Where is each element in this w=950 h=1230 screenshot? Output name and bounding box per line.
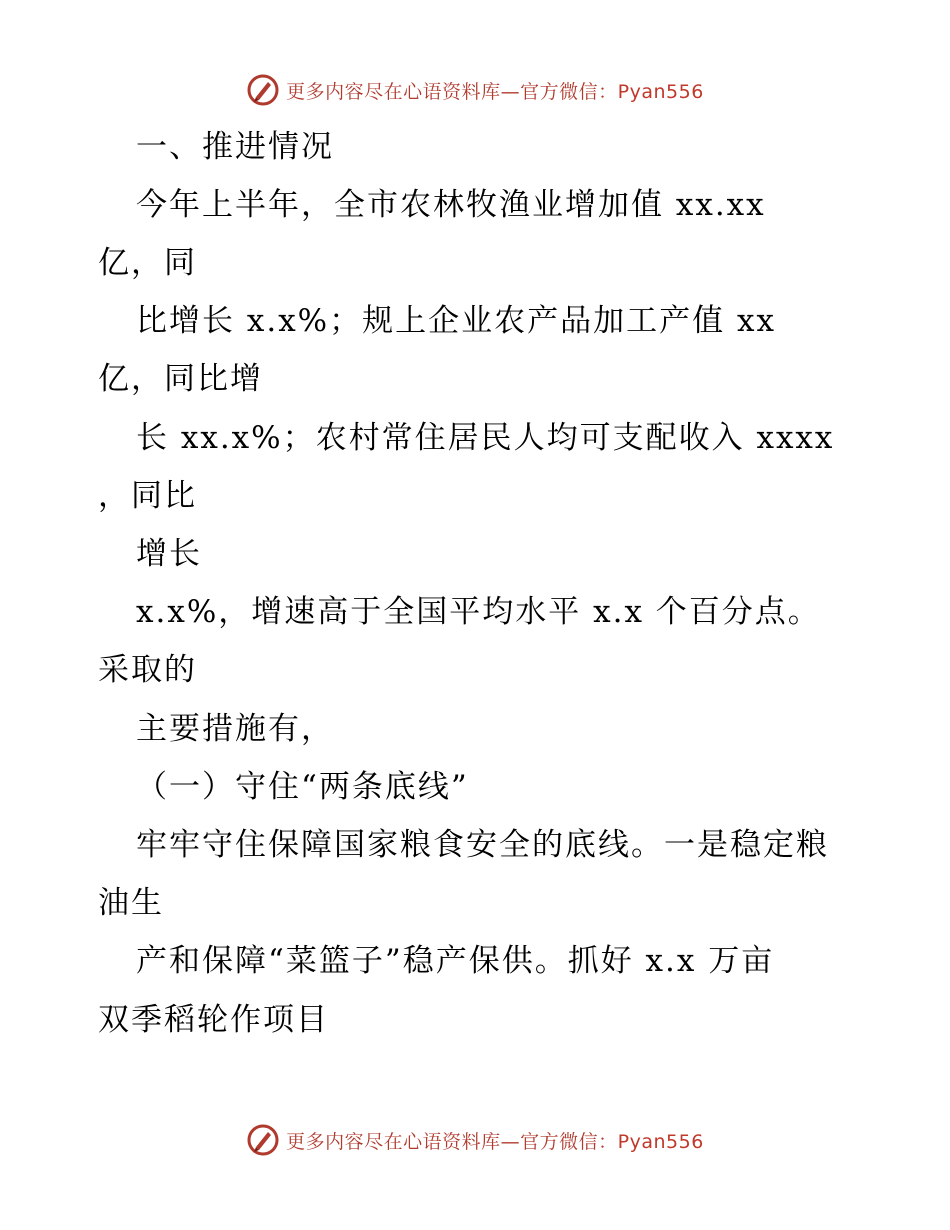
paragraph-line: x.x%，增速高于全国平均水平 x.x 个百分点。: [136, 594, 821, 630]
paragraph-line: 亿，同比增: [98, 361, 263, 397]
paragraph-line: 长 xx.x%；农村常住居民人均可支配收入 xxxx: [136, 420, 835, 456]
paragraph-line: 主要措施有，: [136, 711, 334, 747]
watermark-text: 更多内容尽在心语资料库—官方微信：Pyan556: [286, 80, 704, 103]
paragraph-line: 今年上半年，全市农林牧渔业增加值 xx.xx: [136, 187, 766, 223]
paragraph-line: 采取的: [98, 652, 197, 688]
paragraph-line: 比增长 x.x%；规上企业农产品加工产值 xx: [136, 303, 776, 339]
pen-logo-icon: [246, 1123, 280, 1157]
paragraph-line: 产和保障“菜篮子”稳产保供。抓好 x.x 万亩: [136, 943, 775, 979]
paragraph-line: 亿，同: [98, 245, 197, 281]
section-heading: 一、推进情况: [136, 129, 334, 165]
paragraph-line: 油生: [98, 885, 164, 921]
paragraph-line: ，同比: [98, 478, 197, 514]
watermark-text: 更多内容尽在心语资料库—官方微信：Pyan556: [286, 1130, 704, 1153]
paragraph-line: 牢牢守住保障国家粮食安全的底线。一是稳定粮: [136, 827, 829, 863]
paragraph-line: 增长: [136, 536, 202, 572]
subsection-heading: （一）守住“两条底线”: [136, 769, 469, 805]
paragraph-line: 双季稻轮作项目: [98, 1002, 329, 1038]
watermark-footer: [0, 1120, 950, 1160]
